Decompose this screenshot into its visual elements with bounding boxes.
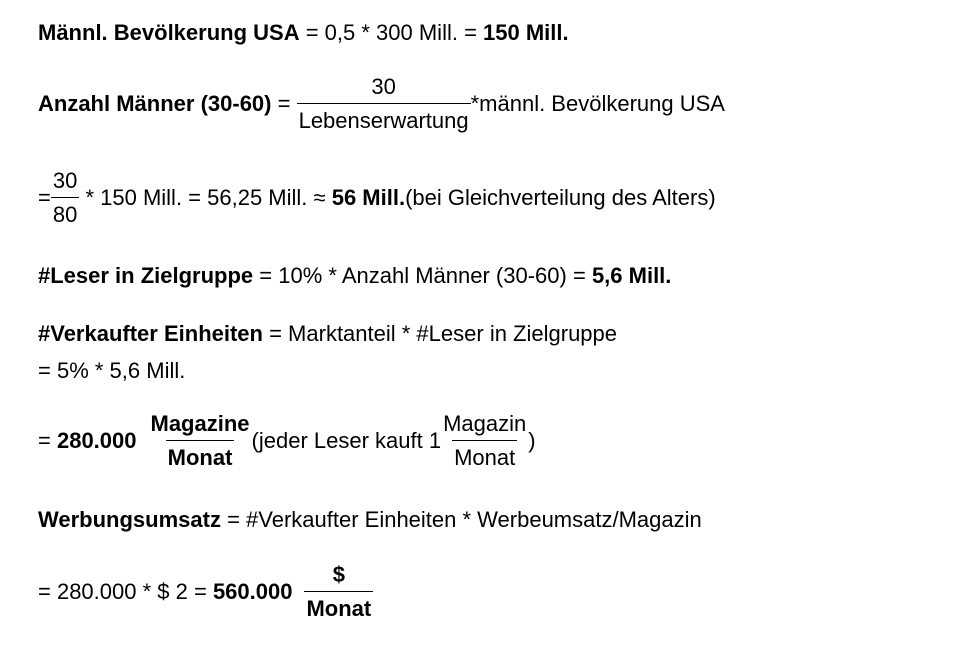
male-population-result: 150 Mill. <box>483 20 569 45</box>
target-readers-result: 5,6 Mill. <box>591 263 672 288</box>
men-count-rest: *männl. Bevölkerung USA <box>470 91 725 117</box>
line-target-readers <box>38 263 671 288</box>
ad-revenue-result-expr: = 280.000 * $ 2 = <box>38 579 213 605</box>
line-units-result <box>38 411 536 471</box>
line-units-sold <box>38 321 617 346</box>
men-estimate-numerator: 30 <box>52 168 78 193</box>
line-ad-revenue <box>38 507 702 532</box>
line-male-population <box>38 20 569 45</box>
units-result-numerator: Magazine <box>150 411 250 436</box>
men-estimate-denominator: 80 <box>51 197 79 227</box>
ad-revenue-result-numerator: $ <box>332 562 345 587</box>
units-result-note-close: ) <box>528 428 536 454</box>
line-men-estimate <box>38 168 716 228</box>
male-population-expr: = 0,5 * 300 Mill. = <box>299 20 484 45</box>
units-result-note-fraction <box>441 411 528 471</box>
male-population-label: Männl. Bevölkerung USA <box>38 20 300 45</box>
units-result-value: 280.000 <box>56 428 137 454</box>
units-sold-label: #Verkaufter Einheiten <box>38 321 263 346</box>
men-count-denominator: Lebenserwartung <box>297 103 471 133</box>
men-count-numerator: 30 <box>371 74 396 99</box>
target-readers-label: #Leser in Zielgruppe <box>38 263 254 288</box>
line-men-count <box>38 74 725 134</box>
units-sold-expr: = Marktanteil * #Leser in Zielgruppe <box>262 321 618 346</box>
ad-revenue-expr: = #Verkaufter Einheiten * Werbeumsatz/Magazin <box>220 507 702 532</box>
men-estimate-fraction <box>51 168 79 228</box>
men-count-label: Anzahl Männer (30-60) <box>38 91 272 117</box>
units-result-denominator: Monat <box>166 440 235 470</box>
ad-revenue-result-denominator: Monat <box>304 591 373 621</box>
men-count-eq: = <box>271 91 297 117</box>
ad-revenue-result-value: 560.000 <box>212 579 293 605</box>
men-estimate-eq: = <box>38 185 51 211</box>
units-result-fraction <box>149 411 252 471</box>
target-readers-expr: = 10% * Anzahl Männer (30-60) = <box>253 263 592 288</box>
men-estimate-expr: * 150 Mill. = 56,25 Mill. ≈ <box>79 185 332 211</box>
line-units-calc <box>38 358 185 383</box>
units-calc-text: = 5% * 5,6 Mill. <box>38 358 186 383</box>
ad-revenue-label: Werbungsumsatz <box>38 507 221 532</box>
men-estimate-result: 56 Mill. <box>331 185 406 211</box>
units-result-note-open: (jeder Leser kauft 1 <box>251 428 442 454</box>
ad-revenue-result-fraction <box>304 562 373 622</box>
line-ad-revenue-result <box>38 562 373 622</box>
men-count-fraction <box>297 74 471 134</box>
units-result-note-numerator: Magazin <box>443 411 527 436</box>
units-result-eq: = <box>38 428 57 454</box>
men-estimate-note: (bei Gleichverteilung des Alters) <box>405 185 716 211</box>
units-result-note-denominator: Monat <box>452 440 517 470</box>
